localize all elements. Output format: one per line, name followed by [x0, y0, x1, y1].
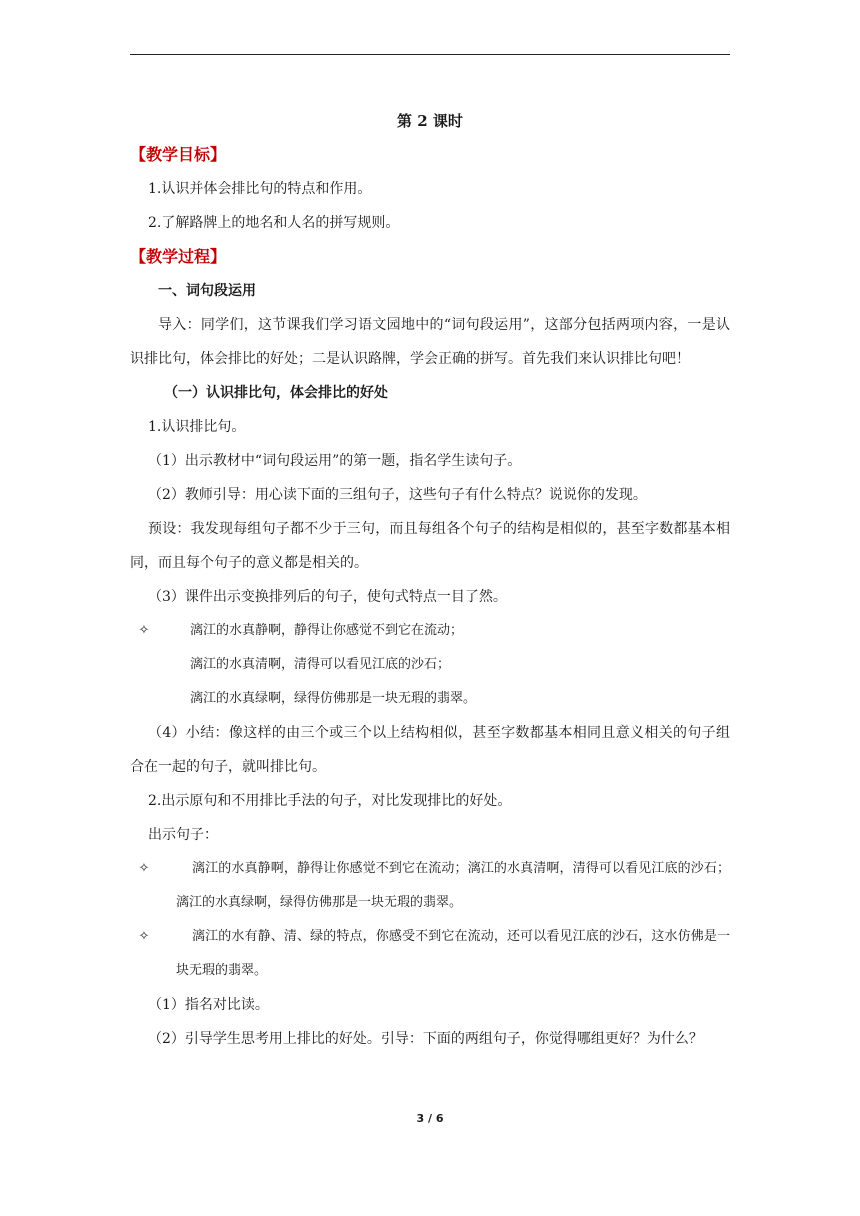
diamond-bullet-icon: ✧ — [138, 861, 150, 876]
lesson-title: 第 2 课时 — [397, 112, 463, 130]
poem-line: 漓江的水真清啊，清得可以看见江底的沙石； — [190, 657, 451, 672]
quote-block-1: ✧ 漓江的水真静啊，静得让你感觉不到它在流动；漓江的水真清啊，清得可以看见江底的沙石；漓江的水真绿啊，绿得仿佛那是一块无瑕的翡翠。 — [130, 852, 730, 920]
process-heading: 【教学过程】 — [130, 247, 227, 266]
compare-2: （2）引导学生思考用上排比的好处。引导：下面的两组句子，你觉得哪组更好？为什么？ — [148, 1031, 703, 1047]
step-1-3: （3）课件出示变换排列后的句子，使句式特点一目了然。 — [148, 589, 507, 605]
step-1-1: （1）出示教材中“词句段运用”的第一题，指名学生读句子。 — [148, 453, 522, 469]
part1-heading: 一、词句段运用 — [158, 283, 256, 299]
intro-paragraph: 导入：同学们，这节课我们学习语文园地中的“词句段运用”，这部分包括两项内容，一是认识排比句，体会排比的好处；二是认识路牌，学会正确的拼写。首先我们来认识排比句吧！ — [130, 317, 730, 367]
step-1-4: （4）小结：像这样的由三个或三个以上结构相似，甚至字数都基本相同且意义相关的句子组合在一起的句子，就叫排比句。 — [130, 725, 730, 775]
goal-item: 1.认识并体会排比句的特点和作用。 — [148, 181, 372, 197]
goals-heading: 【教学目标】 — [130, 145, 227, 164]
diamond-bullet-icon: ✧ — [138, 929, 150, 944]
sub-heading: （一）认识排比句，体会排比的好处 — [164, 385, 388, 401]
step-2: 2.出示原句和不用排比手法的句子，对比发现排比的好处。 — [148, 793, 512, 809]
step-1: 1.认识排比句。 — [148, 419, 246, 435]
poem-line: 漓江的水真绿啊，绿得仿佛那是一块无瑕的翡翠。 — [190, 691, 477, 706]
goal-item: 2.了解路牌上的地名和人名的拼写规则。 — [148, 215, 400, 231]
page-content — [130, 100, 730, 1056]
compare-1: （1）指名对比读。 — [148, 997, 269, 1013]
page-indicator: 3 / 6 — [416, 1112, 444, 1125]
poem-line: ✧ 漓江的水真静啊，静得让你感觉不到它在流动； — [130, 614, 730, 648]
diamond-bullet-icon: ✧ — [138, 623, 150, 638]
header-rule — [130, 54, 730, 55]
step-1-2: （2）教师引导：用心读下面的三组句子，这些句子有什么特点？说说你的发现。 — [148, 487, 647, 503]
show-label: 出示句子： — [148, 827, 218, 843]
preset-paragraph: 预设：我发现每组句子都不少于三句，而且每组各个句子的结构是相似的，甚至字数都基本相同，而且每个句子的意义都是相关的。 — [130, 521, 730, 571]
quote-block-2: ✧ 漓江的水有静、清、绿的特点，你感受不到它在流动，还可以看见江底的沙石，这水仿佛是一块无瑕的翡翠。 — [130, 920, 730, 988]
